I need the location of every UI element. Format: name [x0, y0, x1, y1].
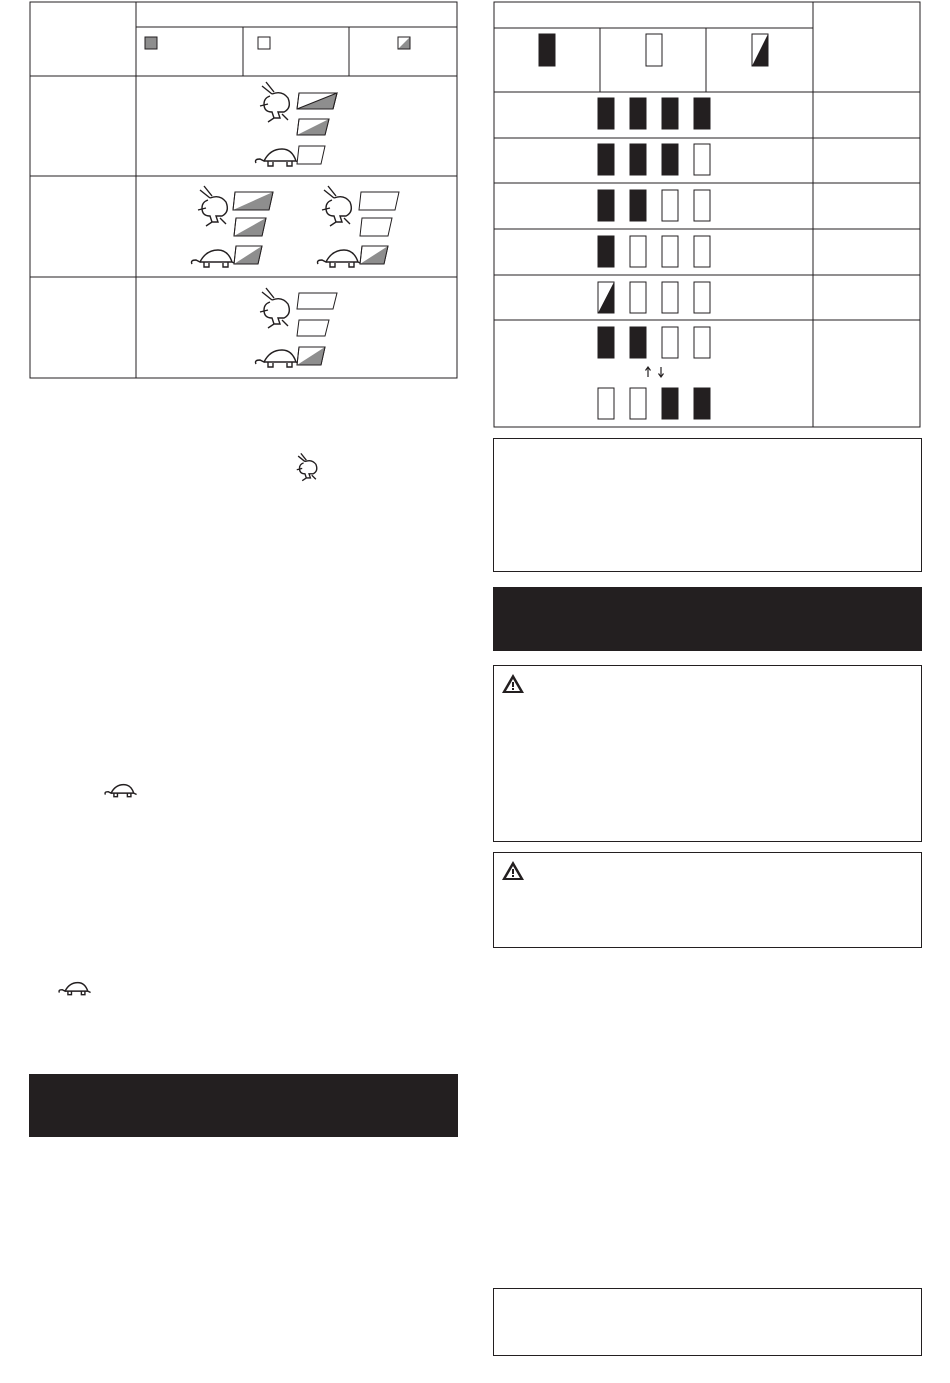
- battery-lamp-off: [662, 236, 678, 267]
- legend-on-swatch: [145, 37, 157, 49]
- rabbit-icon: [292, 452, 322, 482]
- battery-lamp-on: [694, 388, 710, 419]
- legend-off-lamp: [646, 34, 662, 66]
- battery-lamp-on: [598, 327, 614, 358]
- battery-lamp-on: [662, 98, 678, 129]
- lamp: [234, 218, 266, 236]
- battery-lamp-off: [630, 388, 646, 419]
- battery-lamp-off: [630, 236, 646, 267]
- section-banner: [29, 1074, 458, 1137]
- battery-lamp-on: [662, 144, 678, 175]
- lamp: [297, 93, 337, 109]
- lamp: [297, 320, 329, 336]
- lamp: [233, 192, 273, 210]
- lamp: [297, 119, 329, 135]
- warning-triangle-icon: [501, 673, 525, 694]
- legend-lighted-lamp: [539, 34, 555, 66]
- battery-lamp-on: [662, 388, 678, 419]
- battery-lamp-on: [598, 144, 614, 175]
- lamp: [234, 246, 262, 264]
- up-down-arrows-icon: [646, 367, 664, 377]
- battery-lamp-off: [694, 144, 710, 175]
- section-banner: [493, 587, 922, 651]
- battery-lamp-on: [694, 98, 710, 129]
- battery-lamp-off: [662, 190, 678, 221]
- note-box: [493, 1288, 922, 1356]
- battery-lamp-on: [630, 144, 646, 175]
- battery-indicator-table: [480, 0, 950, 432]
- warning-box: [493, 665, 922, 842]
- caution-box: [493, 852, 922, 948]
- battery-lamp-off: [598, 388, 614, 419]
- battery-lamp-on: [630, 327, 646, 358]
- turtle-icon: [58, 978, 92, 1000]
- battery-lamp-on: [630, 190, 646, 221]
- legend-off-swatch: [258, 37, 270, 49]
- lamp: [297, 293, 337, 309]
- battery-lamp-on: [598, 190, 614, 221]
- battery-lamp-off: [694, 282, 710, 313]
- lamp: [297, 146, 325, 164]
- lamp: [360, 218, 392, 236]
- turtle-icon: [104, 780, 138, 802]
- lamp: [359, 192, 399, 210]
- battery-lamp-off: [662, 282, 678, 313]
- battery-lamp-off: [662, 327, 678, 358]
- legend-blinking-lamp: [752, 34, 768, 66]
- battery-lamp-off: [694, 236, 710, 267]
- speed-indicator-table: [0, 0, 470, 390]
- legend-blink-swatch: [398, 37, 410, 49]
- battery-lamp-off: [694, 190, 710, 221]
- battery-lamp-off: [694, 327, 710, 358]
- battery-lamp-off: [630, 282, 646, 313]
- lamp: [297, 347, 325, 365]
- battery-lamp-blink: [598, 282, 614, 313]
- battery-lamp-on: [598, 98, 614, 129]
- lamp: [360, 246, 388, 264]
- warning-triangle-icon: [501, 860, 525, 881]
- battery-lamp-on: [630, 98, 646, 129]
- battery-lamp-on: [598, 236, 614, 267]
- note-box: [493, 438, 922, 572]
